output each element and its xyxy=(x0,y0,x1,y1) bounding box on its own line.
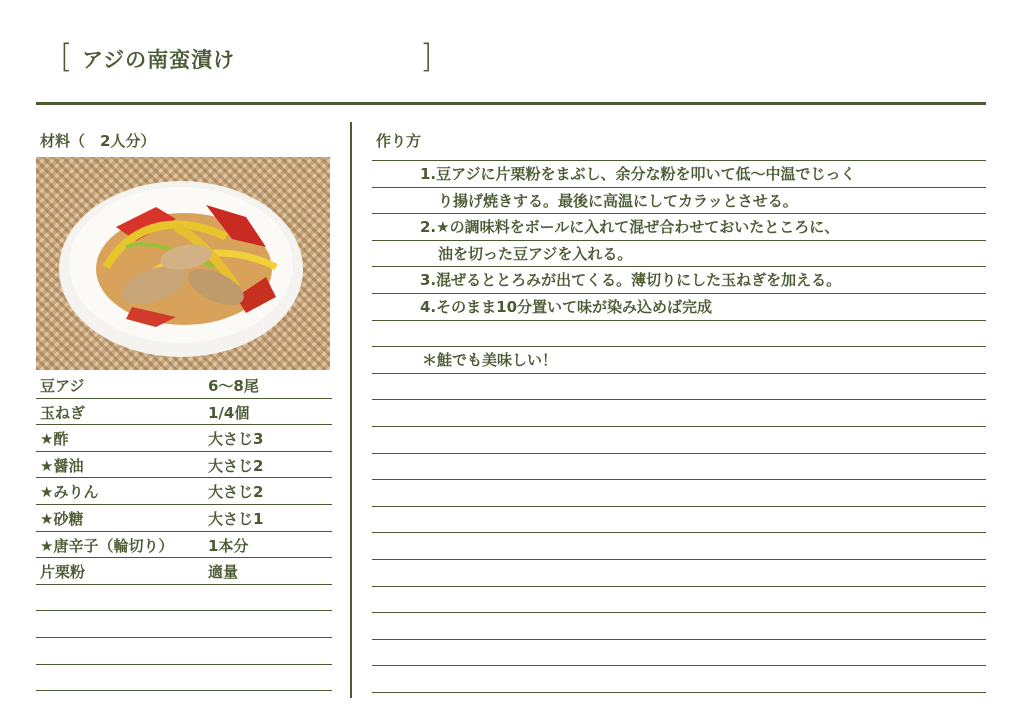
ingredient-row xyxy=(36,665,332,692)
ingredient-name: ★唐辛子（輪切り） xyxy=(40,536,174,555)
ingredient-quantity: 大さじ1 xyxy=(208,509,264,528)
method-line xyxy=(372,639,986,666)
method-step-text: 1.豆アジに片栗粉をまぶし、余分な粉を叩いて低〜中温でじっく xyxy=(420,165,856,183)
method-line xyxy=(372,160,986,187)
ingredient-row xyxy=(36,505,332,532)
ingredients-heading: 材料（ 2人分） xyxy=(40,132,156,150)
ingredient-name: 片栗粉 xyxy=(40,563,86,582)
method-line xyxy=(372,506,986,533)
ingredient-row xyxy=(36,611,332,638)
method-step-text: 2.★の調味料をボールに入れて混ぜ合わせておいたところに、 xyxy=(420,218,840,237)
method-line xyxy=(372,187,986,214)
ingredient-row xyxy=(36,399,332,426)
ingredient-quantity: 6〜8尾 xyxy=(208,377,259,395)
ingredient-quantity: 1/4個 xyxy=(208,403,250,422)
method-step-text: り揚げ焼きする。最後に高温にしてカラッとさせる。 xyxy=(438,191,798,210)
ingredient-row xyxy=(36,638,332,665)
method-step-text: 3.混ぜるととろみが出てくる。薄切りにした玉ねぎを加える。 xyxy=(420,271,842,290)
method-note: ＊鮭でも美味しい！ xyxy=(422,351,558,370)
ingredient-quantity: 適量 xyxy=(208,563,239,582)
ingredient-name: ★みりん xyxy=(40,483,99,502)
ingredient-row xyxy=(36,532,332,559)
method-line xyxy=(372,426,986,453)
method-line xyxy=(372,532,986,559)
recipe-title-block xyxy=(60,38,440,78)
method-line xyxy=(372,240,986,267)
method-line xyxy=(372,213,986,240)
column-divider xyxy=(350,122,352,698)
method-line xyxy=(372,373,986,400)
ingredient-quantity: 大さじ2 xyxy=(208,456,264,475)
method-line xyxy=(372,559,986,586)
method-line xyxy=(372,692,986,718)
ingredients-table xyxy=(36,372,332,691)
recipe-title: アジの南蛮漬け xyxy=(82,48,236,72)
method-line xyxy=(372,453,986,480)
ingredient-quantity: 大さじ2 xyxy=(208,483,264,502)
method-line xyxy=(372,266,986,293)
ingredient-quantity: 1本分 xyxy=(208,536,249,555)
ingredient-name: 玉ねぎ xyxy=(40,403,86,422)
ingredient-row xyxy=(36,558,332,585)
method-line xyxy=(372,346,986,373)
ingredient-quantity: 大さじ3 xyxy=(208,430,264,449)
method-step-text: 油を切った豆アジを入れる。 xyxy=(438,244,633,263)
ingredient-name: ★酢 xyxy=(40,430,69,449)
method-line xyxy=(372,399,986,426)
ingredient-name: ★砂糖 xyxy=(40,509,84,528)
dish-photo-graphic xyxy=(36,157,330,370)
ingredient-row xyxy=(36,372,332,399)
ingredient-name: 豆アジ xyxy=(40,377,85,395)
method-line xyxy=(372,479,986,506)
method-heading: 作り方 xyxy=(376,132,422,150)
title-close-bracket: ] xyxy=(420,37,433,75)
method-line xyxy=(372,320,986,347)
method-line xyxy=(372,665,986,692)
ingredient-name: ★醤油 xyxy=(40,456,84,475)
ingredient-row xyxy=(36,425,332,452)
method-line xyxy=(372,586,986,613)
ingredient-row xyxy=(36,478,332,505)
method-step-text: 4.そのまま10分置いて味が染み込めば完成 xyxy=(420,297,713,316)
ingredient-row xyxy=(36,585,332,612)
method-lines xyxy=(372,160,986,718)
ingredient-row xyxy=(36,452,332,479)
title-divider xyxy=(36,102,986,105)
method-line xyxy=(372,612,986,639)
method-line xyxy=(372,293,986,320)
title-open-bracket: [ xyxy=(60,37,73,75)
dish-photo xyxy=(36,157,330,370)
